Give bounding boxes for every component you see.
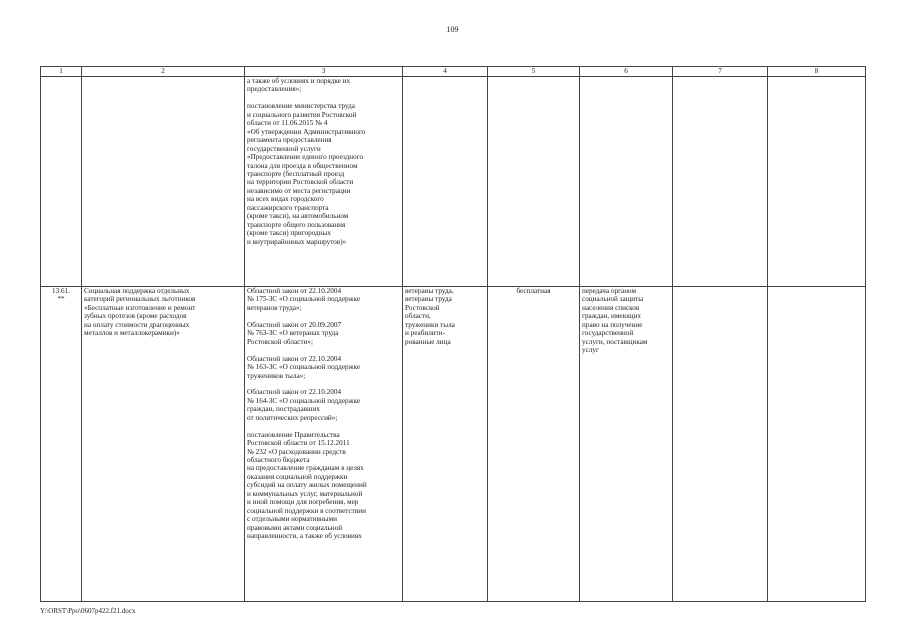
legal-basis-text: постановление министерства труда и социального развития Ростовской области от 11.06.2015 № 4 «Об утверждении Административного регламента предоставления государственной услуги «Предоставление единого проездного талона для проезда в общественном транспорте (бесплатный проезд на территории Ростовской области независимо от места регистрации на всех видах городского пассажирского транспорта (кроме такси), на автомобильном транспорте общего пользования (кроме такси) пригородных и внутрирайонных маршрутов)» [247,102,366,246]
legal-basis-text: Областной закон от 20.09.2007 № 763-ЗС «О ветеранах труда Ростовской области»; [247,320,342,346]
page-number: 109 [446,25,459,34]
column-number-row [41,67,866,77]
cell-col7 [673,77,768,287]
recipients: ветераны труда, ветераны труда Ростовской области, труженики тыла и реабилити- рованные лица [403,287,488,602]
legal-basis-text: а также об условиях и порядке их предоставления»; [247,77,351,94]
legal-basis [245,287,403,602]
cell-col8 [768,77,866,287]
column-number: 3 [245,67,403,77]
service-name: Социальная поддержка отдельных категорий региональных льготников «Бесплатные изготовление и ремонт зубных протезов (кроме расходов на оплату стоимости драгоценных металлов и металлокерамики)» [82,287,245,602]
column-number: 1 [41,67,82,77]
cell-service-name [82,77,245,287]
column-number: 8 [768,67,866,77]
procedure: передача органом социальной защиты населения списков граждан, имеющих право на получение государственной услуги, поставщикам услуг [580,287,673,602]
column-number: 2 [82,67,245,77]
cell-procedure [580,77,673,287]
legal-basis-text: Областной закон от 22.10.2004 № 163-ЗС «О социальной поддержке тружеников тыла»; [247,354,361,380]
column-number: 5 [488,67,580,77]
services-table [40,66,866,602]
legal-basis-text: постановление Правительства Ростовской области от 15.12.2011 № 232 «О расходовании средств областного бюджета на предоставление гражданам в целях оказания социальной поддержки субсидий на оплату жилых помещений и коммунальных услуг, материальной и иной помощи для погребения, мер социальной поддержки в соответствии с отдельными нормативными правовыми актами социальной направленности, а также об условиях [247,430,367,541]
file-path-footer: Y:\ORST\Ppo\0607p422.f21.docx [40,607,136,615]
table-row-13-61 [41,287,866,602]
cell-recipients [403,77,488,287]
legal-basis-text: Областной закон от 22.10.2004 № 175-ЗС «О социальной поддержке ветеранов труда»; [247,287,361,312]
column-number: 6 [580,67,673,77]
cell-number [41,77,82,287]
cell-col7 [673,287,768,602]
legal-basis-text: Областной закон от 22.10.2004 № 164-ЗС «О социальной поддержке граждан, пострадавших от политических репрессий»; [247,388,361,422]
cell-cost [488,77,580,287]
column-number: 7 [673,67,768,77]
row-number: 13.61. ** [41,287,82,602]
column-number: 4 [403,67,488,77]
cell-legal-basis [245,77,403,287]
table-row-continuation [41,77,866,287]
cell-col8 [768,287,866,602]
cost: бесплатная [488,287,580,602]
